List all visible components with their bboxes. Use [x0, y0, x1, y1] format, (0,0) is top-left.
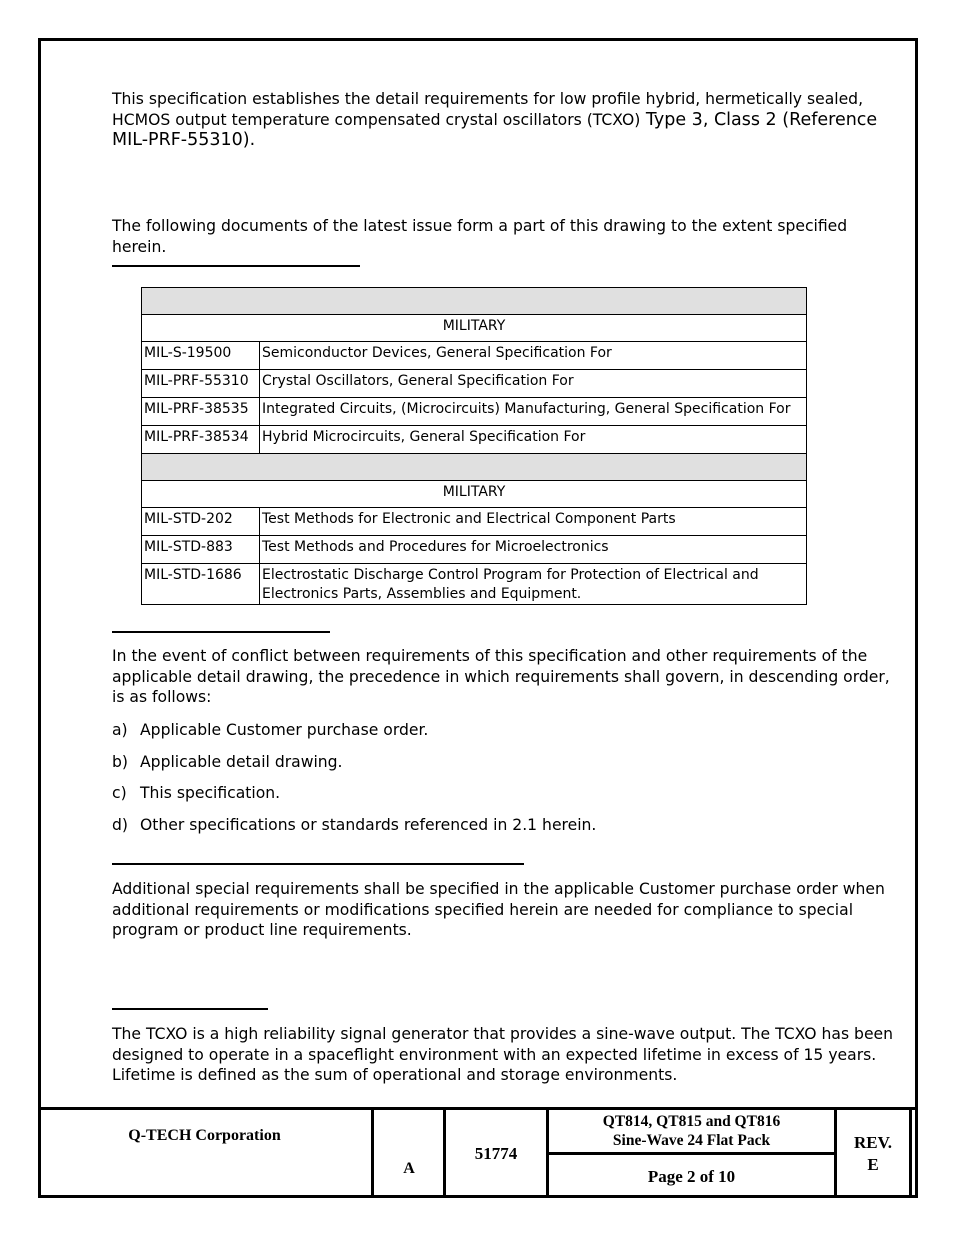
heading-underline-specifications	[112, 265, 360, 267]
reference-documents-table	[141, 287, 807, 605]
cage-code: 51774	[474, 1144, 518, 1163]
table-subheader-military: MILITARY	[142, 481, 807, 508]
revision	[837, 1110, 909, 1198]
list-item: d) Other specifications or standards referenced in 2.1 herein.	[112, 816, 597, 834]
heading-underline-precedence	[112, 631, 330, 633]
title-line: Sine-Wave 24 Flat Pack	[612, 1132, 771, 1149]
table-row: MIL-STD-1686 Electrostatic Discharge Control Program for Protection of Electrical and Electronics Parts, Assemblies and Equipment.	[142, 564, 807, 605]
table-row: MIL-STD-883 Test Methods and Procedures for Microelectronics	[142, 536, 807, 564]
list-item: c) This specification.	[112, 784, 281, 802]
title-block	[38, 1107, 915, 1198]
table-subheader-military: MILITARY	[142, 315, 807, 342]
description-paragraph: The TCXO is a high reliability signal generator that provides a sine-wave output. The TCXO has been designed to operate in a spaceflight environment with an expected lifetime in excess of 15 years. Lifetime is defined as the sum of operational and storage environments.	[112, 1025, 894, 1085]
table-section-header-standards	[142, 454, 807, 481]
table-row: MIL-PRF-38535 Integrated Circuits, (Microcircuits) Manufacturing, General Specification For	[142, 398, 807, 426]
rev-label: REV.	[854, 1133, 892, 1152]
table-row: MIL-STD-202 Test Methods for Electronic and Electrical Component Parts	[142, 508, 807, 536]
list-item: b) Applicable detail drawing.	[112, 753, 343, 771]
table-row: MIL-PRF-38534 Hybrid Microcircuits, General Specification For	[142, 426, 807, 454]
scope-paragraph: This specification establishes the detail requirements for low profile hybrid, hermetically sealed, HCMOS output temperature compensated crystal oscillators (TCXO) Type 3, Class 2 (Reference MIL-PRF-55310).	[112, 90, 878, 151]
list-item: a) Applicable Customer purchase order.	[112, 721, 429, 739]
heading-underline-special-requirements	[112, 863, 524, 865]
title-line: QT814, QT815 and QT816	[602, 1113, 781, 1130]
applicable-docs-intro: The following documents of the latest issue form a part of this drawing to the extent specified herein.	[112, 217, 848, 256]
rev-value: E	[867, 1155, 879, 1174]
company-name: Q-TECH Corporation	[128, 1127, 281, 1144]
size-code: A	[403, 1160, 415, 1177]
table-row: MIL-S-19500 Semiconductor Devices, General Specification For	[142, 342, 807, 370]
document-title	[549, 1110, 834, 1152]
heading-underline-description	[112, 1008, 268, 1010]
table-section-header-specifications	[142, 288, 807, 315]
special-requirements-paragraph: Additional special requirements shall be specified in the applicable Customer purchase order when additional requirements or modifications specified herein are needed for compliance to special program or product line requirements.	[112, 880, 885, 940]
table-row: MIL-PRF-55310 Crystal Oscillators, General Specification For	[142, 370, 807, 398]
precedence-paragraph: In the event of conflict between requirements of this specification and other requirements of the applicable detail drawing, the precedence in which requirements shall govern, in descending order, is as follows:	[112, 647, 890, 707]
divider	[909, 1110, 912, 1198]
page-number: Page 2 of 10	[647, 1166, 736, 1186]
